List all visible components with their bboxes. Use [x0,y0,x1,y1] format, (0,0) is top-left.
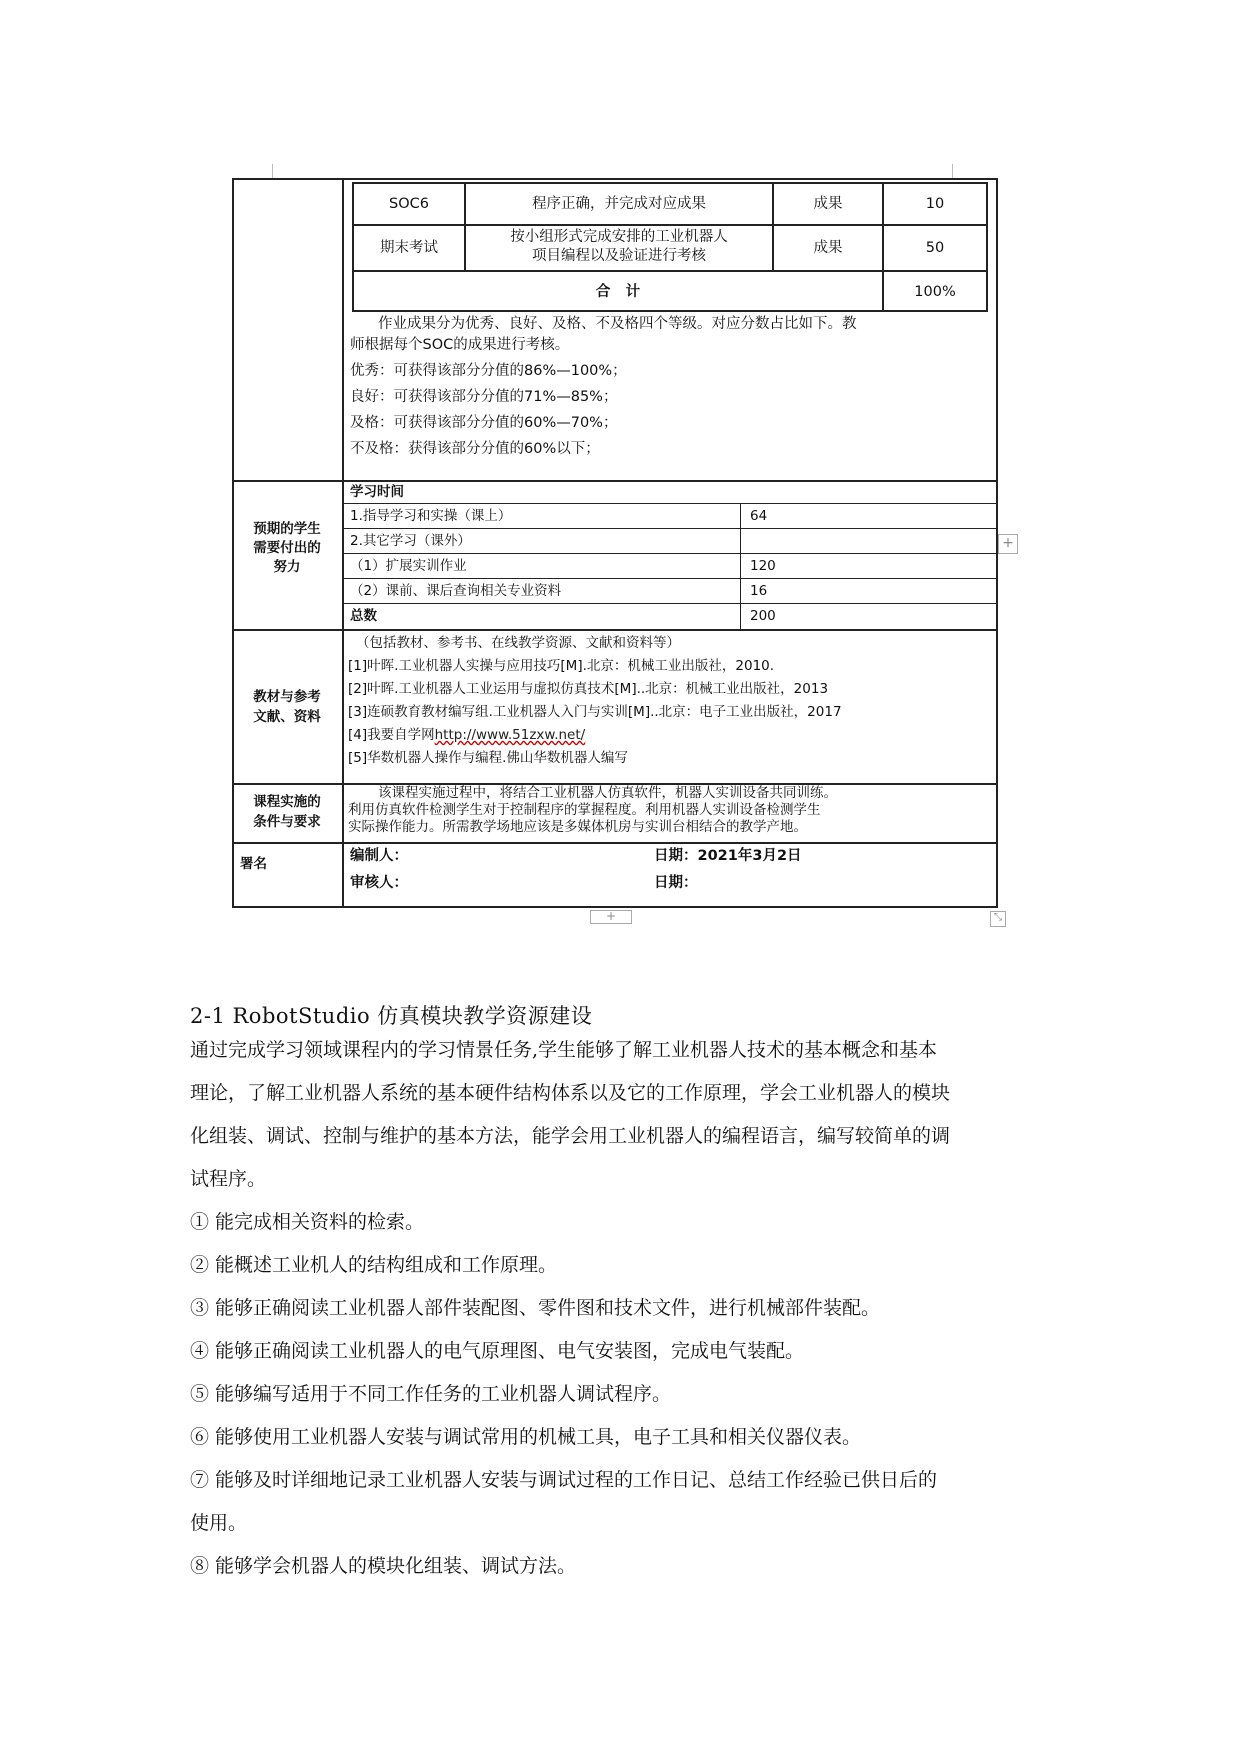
effort-row4-value: 16 [750,583,768,599]
references-label [232,687,342,727]
effort-label-line3: 努力 [273,559,301,575]
conditions-line2: 利用仿真软件检测学生对于控制程序的掌握程度。利用机器人实训设备检测学生 [348,802,821,818]
grading-line2: 师根据每个SOC的成果进行考核。 [350,337,570,353]
effort-total-value: 200 [750,608,776,624]
grading-line1: 作业成果分为优秀、良好、及格、不及格四个等级。对应分数占比如下。教 [378,316,857,332]
grading-excellent: 优秀：可获得该部分分值的86%—100%； [350,363,627,379]
grading-pass: 及格：可获得该部分分值的60%—70%； [350,415,618,431]
objective-item-6: ⑥ 能够使用工业机器人安装与调试常用的机械工具，电子工具和相关仪器仪表。 [190,1426,862,1448]
total-value: 100% [914,284,956,300]
final-exam-code: 期末考试 [380,240,438,256]
references-label-line2: 文献、资料 [253,709,321,725]
effort-label-line1: 预期的学生 [253,521,321,537]
reference-1: [1]叶晖.工业机器人实操与应用技巧[M].北京：机械工业出版社，2010. [348,658,775,674]
grading-fail: 不及格：获得该部分分值的60%以下； [350,441,600,457]
reference-4-link[interactable]: http://www.51zxw.net/ [434,727,586,743]
effort-row1-value: 64 [750,508,768,524]
soc-table [352,182,988,312]
objective-item-4: ④ 能够正确阅读工业机器人的电气原理图、电气安装图，完成电气装配。 [190,1340,805,1362]
intro-line-4: 试程序。 [190,1168,267,1190]
intro-line-2: 理论，了解工业机器人系统的基本硬件结构体系以及它的工作原理，学会工业机器人的模块 [190,1082,951,1104]
conditions-text [348,785,996,836]
objective-item-5: ⑤ 能够编写适用于不同工作任务的工业机器人调试程序。 [190,1383,672,1405]
soc6-desc: 程序正确，并完成对应成果 [532,196,706,212]
section-heading: 2-1 RobotStudio 仿真模块教学资源建设 [190,1004,593,1028]
signature-label: 署名 [240,856,267,872]
reference-2: [2]叶晖.工业机器人工业运用与虚拟仿真技术[M]..北京：机械工业出版社，2013 [348,681,829,697]
soc6-score: 10 [925,196,945,212]
conditions-line1: 该课程实施过程中，将结合工业机器人仿真软件，机器人实训设备共同训练。 [378,785,837,801]
references-label-line1: 教材与参考 [253,689,321,705]
final-exam-desc-line1: 按小组形式完成安排的工业机器人 [510,229,728,245]
reviewer-label: 审核人： [350,875,408,891]
effort-label [232,520,342,577]
total-label: 合 计 [595,284,641,300]
add-column-handle[interactable]: + [590,910,632,924]
effort-row1-label: 1.指导学习和实操（课上） [350,508,512,524]
editor-label: 编制人： [350,848,408,864]
left-column-divider [342,178,344,908]
soc6-type: 成果 [813,196,843,212]
reference-3: [3]连硕教育教材编写组.工业机器人入门与实训[M]..北京：电子工业出版社，2017 [348,704,842,720]
table-screenshot [232,178,1014,923]
conditions-label [232,792,342,832]
effort-row3-value: 120 [750,558,776,574]
objective-item-7: ⑦ 能够及时详细地记录工业机器人安装与调试过程的工作日记、总结工作经验已供日后的 [190,1469,938,1491]
final-exam-score: 50 [925,240,945,256]
date-1: 日期：2021年3月2日 [654,848,802,864]
effort-total-label: 总数 [350,608,377,624]
soc6-code: SOC6 [389,196,429,212]
effort-row2-label: 2.其它学习（课外） [350,533,471,549]
objective-item-3: ③ 能够正确阅读工业机器人部件装配图、零件图和技术文件，进行机械部件装配。 [190,1297,881,1319]
reference-4-prefix: [4]我要自学网 [348,727,435,743]
objective-item-2: ② 能概述工业机人的结构组成和工作原理。 [190,1254,558,1276]
effort-label-line2: 需要付出的 [253,540,321,556]
final-exam-type: 成果 [813,240,843,256]
conditions-line3: 实际操作能力。所需教学场地应该是多媒体机房与实训台相结合的教学产地。 [348,819,807,835]
objective-item-8: ⑧ 能够学会机器人的模块化组装、调试方法。 [190,1555,577,1577]
table-resize-handle[interactable]: ⤡ [990,911,1006,927]
references-intro: （包括教材、参考书、在线教学资源、文献和资料等） [356,635,680,651]
reference-4 [348,724,993,747]
objective-item-1: ① 能完成相关资料的检索。 [190,1211,425,1233]
grading-good: 良好：可获得该部分分值的71%—85%； [350,389,618,405]
effort-header: 学习时间 [350,484,404,500]
final-exam-desc [466,228,772,266]
grading-paragraph [350,314,990,460]
objective-item-7-cont: 使用。 [190,1512,248,1534]
intro-line-1: 通过完成学习领域课程内的学习情景任务,学生能够了解工业机器人技术的基本概念和基本 [190,1039,938,1061]
add-row-button[interactable]: + [998,534,1018,554]
date-2: 日期： [654,875,698,891]
references-list [348,632,993,770]
reference-5: [5]华数机器人操作与编程.佛山华数机器人编写 [348,750,628,766]
conditions-label-line2: 条件与要求 [253,814,321,830]
effort-row3-label: （1）扩展实训作业 [350,558,467,574]
final-exam-desc-line2: 项目编程以及验证进行考核 [532,248,706,264]
conditions-label-line1: 课程实施的 [253,794,321,810]
intro-line-3: 化组装、调试、控制与维护的基本方法，能学会用工业机器人的编程语言，编写较简单的调 [190,1125,951,1147]
effort-row4-label: （2）课前、课后查询相关专业资料 [350,583,562,599]
